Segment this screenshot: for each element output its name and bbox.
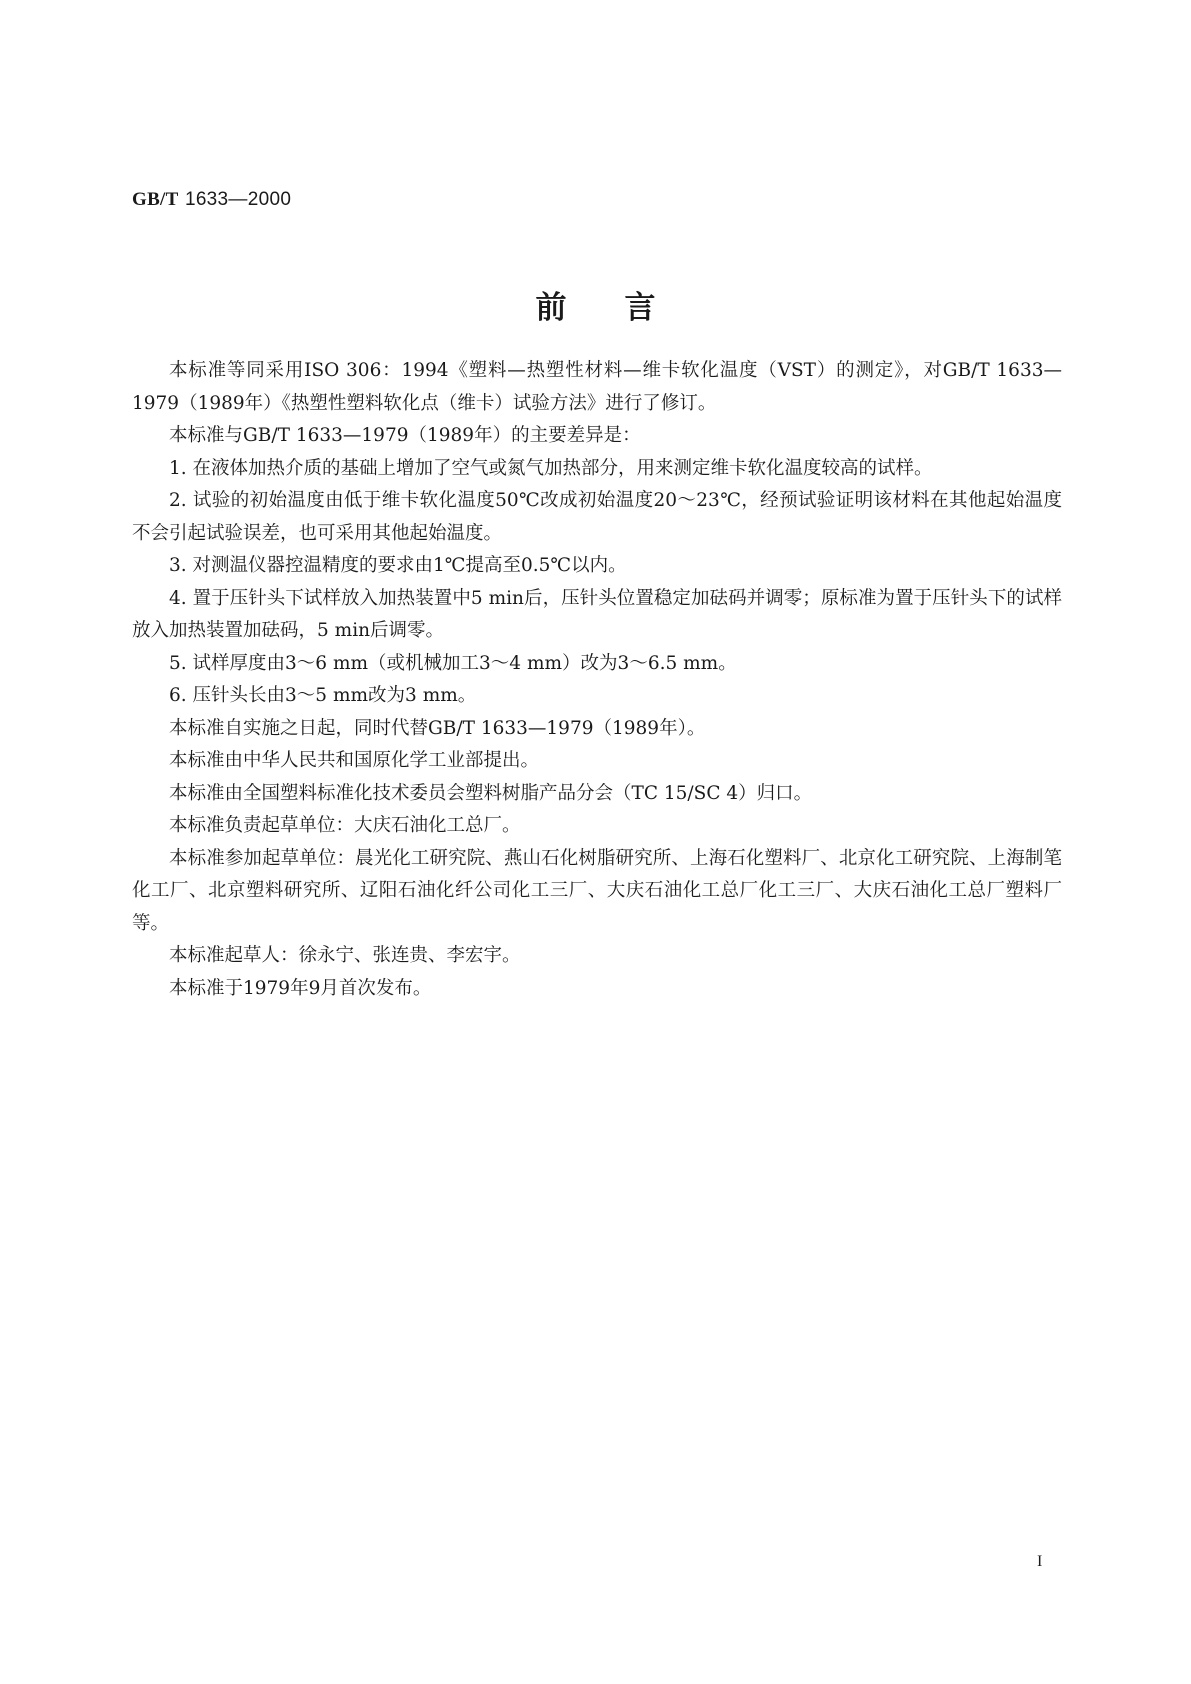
paragraph-difference-1: 1. 在液体加热介质的基础上增加了空气或氮气加热部分，用来测定维卡软化温度较高的试样。 — [169, 457, 933, 479]
paragraph-replacement: 本标准自实施之日起，同时代替GB/T 1633—1979（1989年）。 — [169, 717, 706, 739]
standard-code — [132, 188, 291, 211]
paragraph-difference-6: 6. 压针头长由3～5 mm改为3 mm。 — [169, 685, 477, 706]
paragraph-proposer: 本标准由中华人民共和国原化学工业部提出。 — [169, 750, 540, 771]
standard-code-number: 1633—2000 — [184, 189, 292, 210]
paragraph-differences-heading: 本标准与GB/T 1633—1979（1989年）的主要差异是： — [169, 425, 641, 446]
paragraph-participating-units: 本标准参加起草单位：晨光化工研究院、燕山石化树脂研究所、上海石化塑料厂、北京化工研究院、上海制笔化工厂、北京塑料研究所、辽阳石油化纤公司化工三厂、大庆石油化工总厂化工三厂、大庆石油化工总厂塑料厂等。 — [132, 847, 1062, 934]
page-number: I — [1037, 1553, 1043, 1570]
paragraph-difference-4: 4. 置于压针头下试样放入加热装置中5 min后，压针头位置稳定加砝码并调零；原标准为置于压针头下的试样放入加热装置加砝码，5 min后调零。 — [132, 587, 1062, 641]
page-title: 前言 — [535, 290, 714, 326]
paragraph-difference-2: 2. 试验的初始温度由低于维卡软化温度50℃改成初始温度20～23℃，经预试验证明该材料在其他起始温度不会引起试验误差，也可采用其他起始温度。 — [132, 490, 1062, 544]
paragraph-drafters: 本标准起草人：徐永宁、张连贵、李宏宇。 — [169, 945, 521, 966]
standard-code-prefix: GB/T — [132, 189, 179, 210]
paragraph-administrator: 本标准由全国塑料标准化技术委员会塑料树脂产品分会（TC 15/SC 4）归口。 — [169, 782, 813, 804]
paragraph-difference-3: 3. 对测温仪器控温精度的要求由1℃提高至0.5℃以内。 — [169, 555, 627, 576]
paragraph-lead-drafter-unit: 本标准负责起草单位：大庆石油化工总厂。 — [169, 815, 521, 836]
paragraph-first-issued: 本标准于1979年9月首次发布。 — [169, 977, 432, 999]
paragraph-intro: 本标准等同采用ISO 306：1994《塑料—热塑性材料—维卡软化温度（VST）的测定》，对GB/T 1633—1979（1989年）《热塑性塑料软化点（维卡）试验方法》进行了修订。 — [132, 360, 1062, 414]
paragraph-difference-5: 5. 试样厚度由3～6 mm（或机械加工3～4 mm）改为3～6.5 mm。 — [169, 652, 737, 674]
foreword-body — [132, 355, 1062, 1005]
